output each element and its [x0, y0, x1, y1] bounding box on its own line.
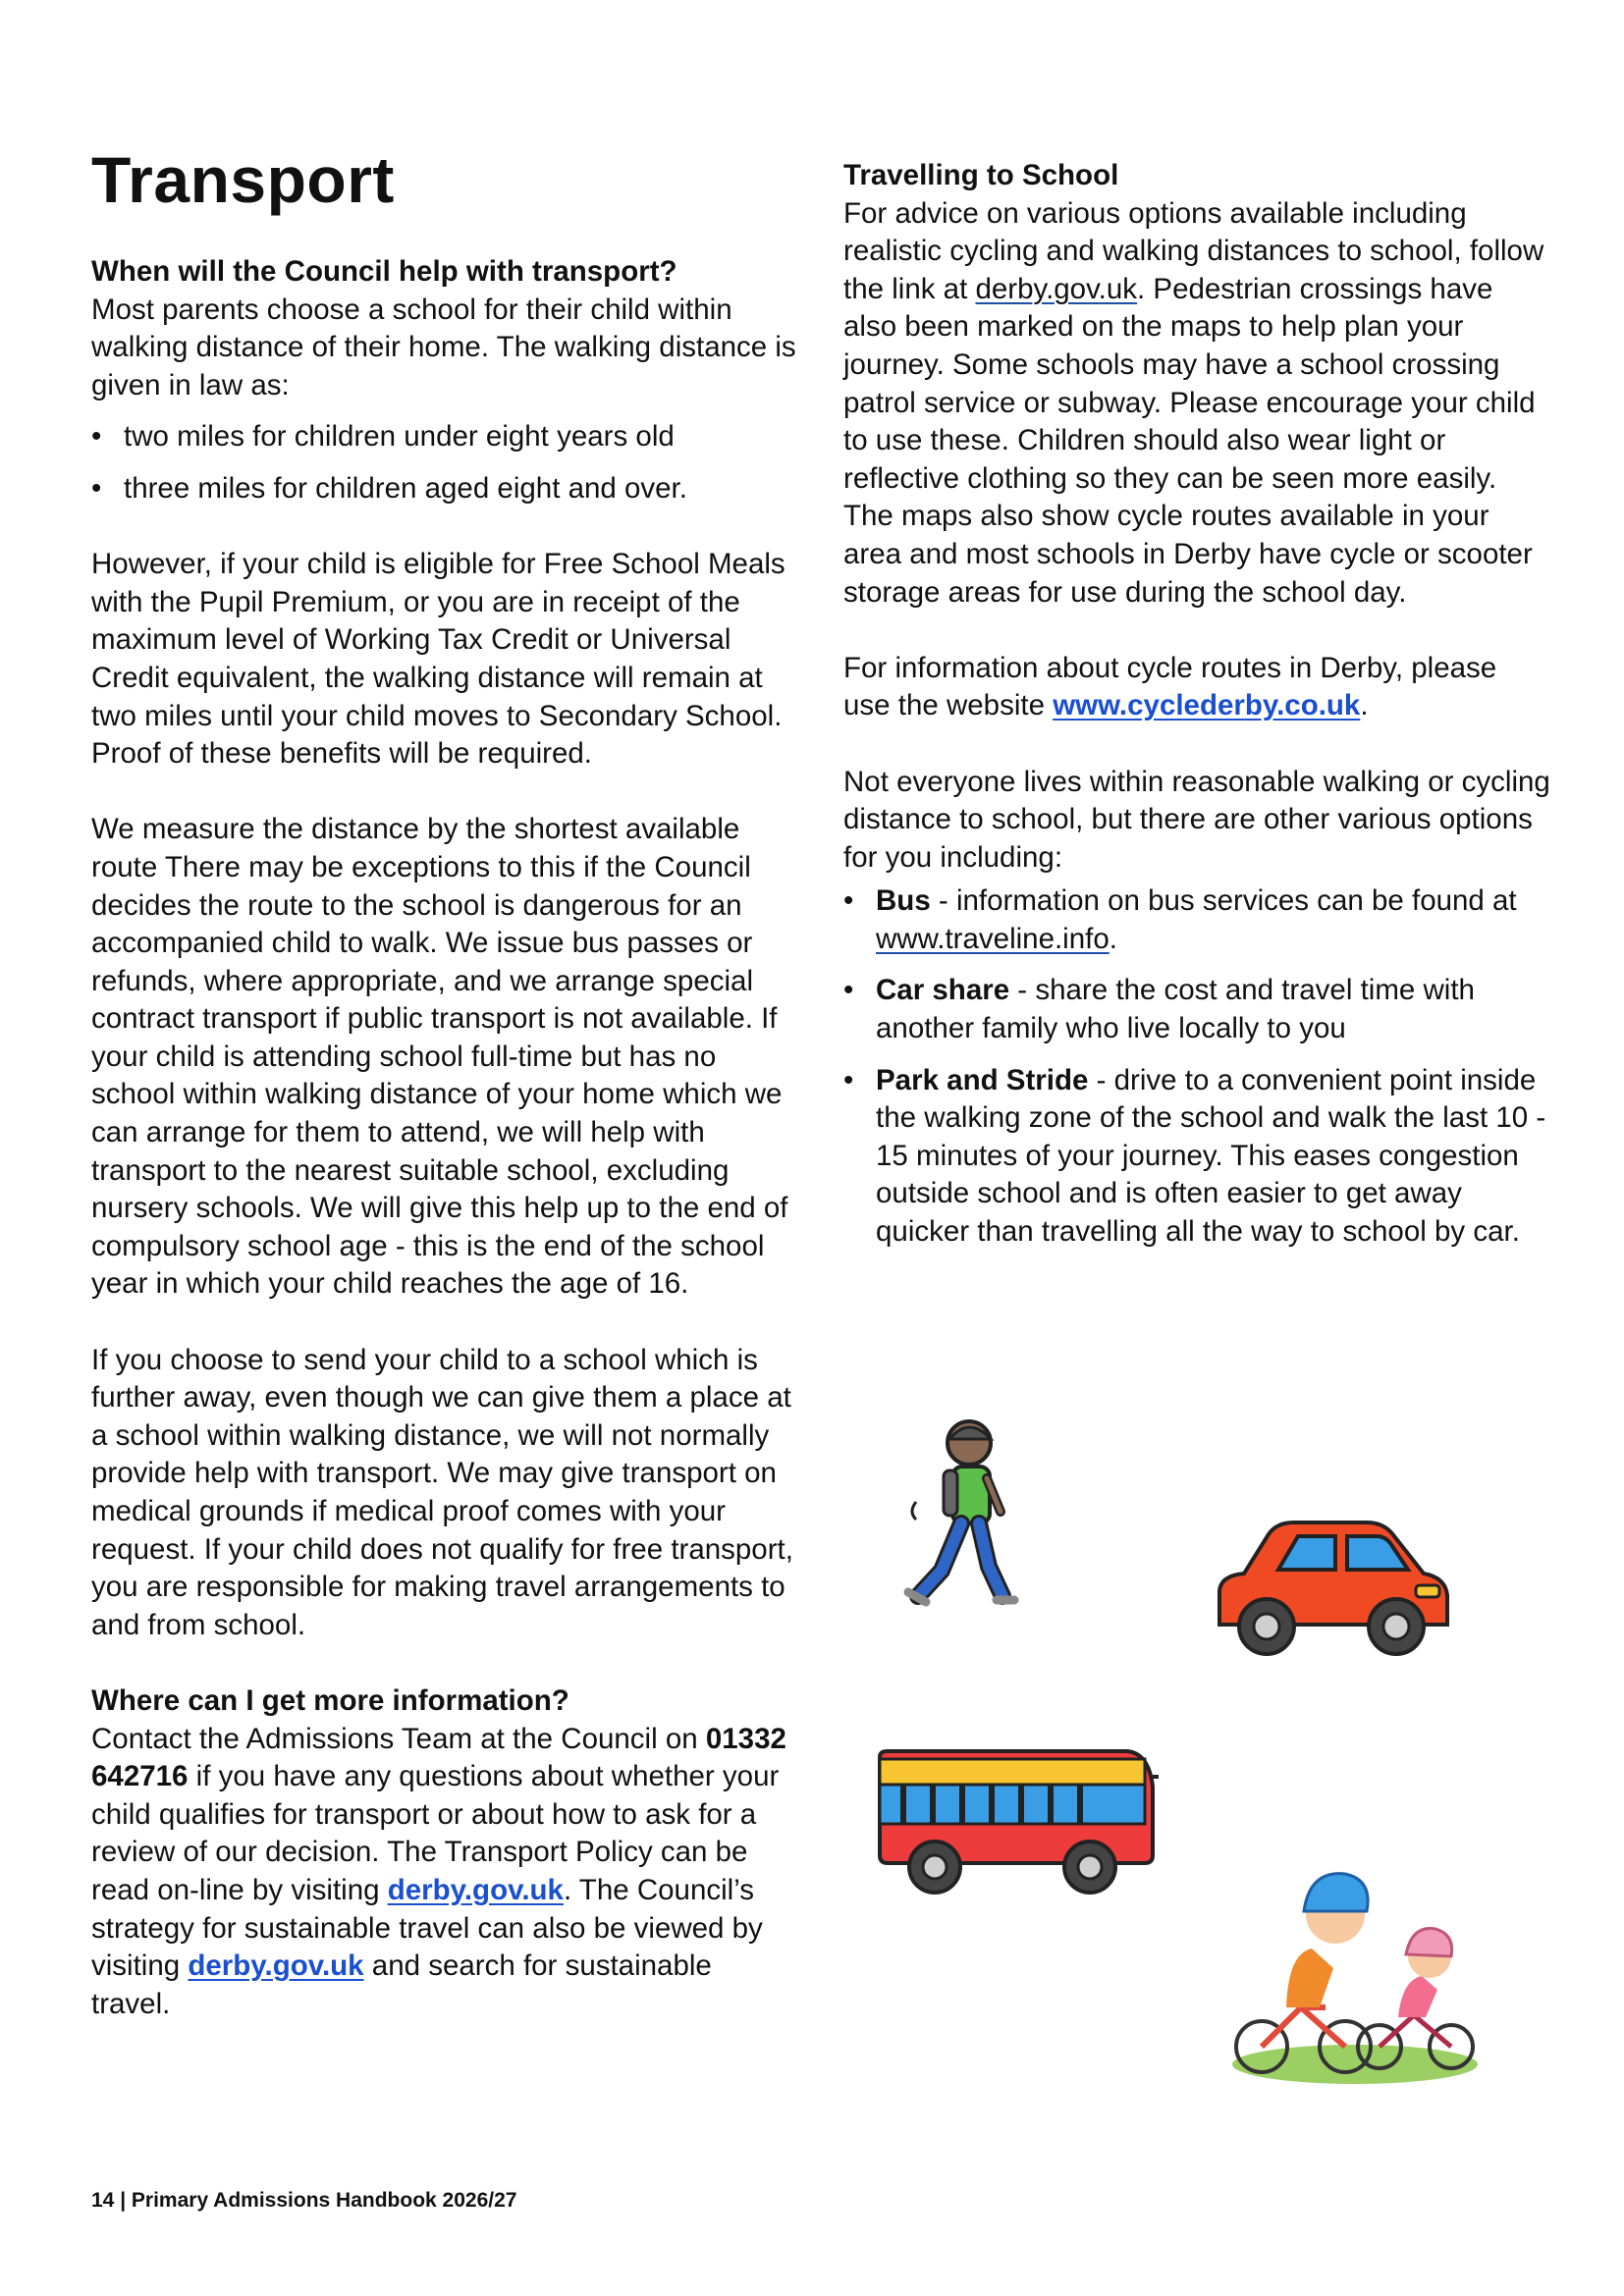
list-item-park-and-stride: • Park and Stride - drive to a convenient point inside the walking zone of the school and walk the last 10 - 15 minutes of your journey. This eases congestion outside school and is often easier to get away quicker than travelling all the way to school by car. [843, 1062, 1550, 1252]
other-options-paragraph: Not everyone lives within reasonable walking or cycling distance to school, but there are other various options for you including: [843, 765, 1550, 874]
children-cycling-illustration [1218, 1860, 1483, 2096]
travel-advice-paragraph: For advice on various options available including realistic cycling and walking distances to school, follow the link at derby.gov.uk. Pedestrian crossings have also been marked on the maps to help plan your journey. Some schools may have a school crossing patrol service or subway. Please encourage your child to use these. Children should also wear light or reflective clothing so they can be seen more easily. The maps also show cycle routes available in your area and most schools in Derby have cycle or scooter storage areas for use during the school day. [843, 196, 1544, 609]
left-column [91, 143, 798, 2023]
travel-options-list [843, 882, 1550, 1251]
walking-child-illustration [898, 1414, 1026, 1610]
right-column [843, 157, 1550, 1265]
walking-distance-list [91, 418, 798, 507]
derby-gov-link-3[interactable]: derby.gov.uk [975, 272, 1137, 305]
derby-gov-link-1[interactable]: derby.gov.uk [387, 1873, 564, 1906]
further-school-paragraph: If you choose to send your child to a school which is further away, even though we can give them a place at a school within walking distance, we will not normally provide help with transport. We may give transport on medical grounds if medical proof comes with your request. If your child does not qualify for free transport, you are responsible for making travel arrangements to and from school. [91, 1343, 793, 1641]
walking-distance-intro: Most parents choose a school for their child within walking distance of their home. The walking distance is given in law as: [91, 293, 796, 401]
heading-more-info: Where can I get more information? [91, 1683, 569, 1717]
list-item-bus: • Bus - information on bus services can be found at www.traveline.info. [843, 882, 1550, 958]
phone-number: 01332 642716 [91, 1722, 786, 1793]
contact-paragraph: Contact the Admissions Team at the Council on 01332 642716 if you have any questions about whether your child qualifies for transport or about how to ask for a review of our decision. The Transport Policy can be read on-line by visiting derby.gov.uk. The Council’s strategy for sustainable travel can also be viewed by visiting derby.gov.uk and search for sustainable travel. [91, 1722, 786, 2020]
page-title: Transport [91, 143, 395, 216]
list-item-car-share: • Car share - share the cost and travel time with another family who live locally to you [843, 972, 1550, 1047]
page-footer: 14 | Primary Admissions Handbook 2026/27 [91, 2189, 517, 2212]
list-item: • two miles for children under eight years old [91, 418, 798, 456]
free-school-meals-paragraph: However, if your child is eligible for Free School Meals with the Pupil Premium, or you are in receipt of the maximum level of Working Tax Credit or Universal Credit equivalent, the walking distance will remain at two miles until your child moves to Secondary School. Proof of these benefits will be required. [91, 548, 785, 771]
cyclederby-link[interactable]: www.cyclederby.co.uk [1053, 689, 1361, 722]
bus-illustration [874, 1747, 1159, 1904]
traveline-link[interactable]: www.traveline.info [876, 922, 1110, 955]
derby-gov-link-2[interactable]: derby.gov.uk [188, 1949, 364, 1983]
car-illustration [1200, 1517, 1455, 1664]
list-item: • three miles for children aged eight and over. [91, 470, 798, 508]
heading-travelling-to-school: Travelling to School [843, 159, 1119, 191]
cycle-routes-paragraph: For information about cycle routes in Derby, please use the website www.cyclederby.co.uk. [843, 651, 1497, 722]
distance-measure-paragraph: We measure the distance by the shortest available route There may be exceptions to this if the Council decides the route to the school is dangerous for an accompanied child to walk. We issue bus passes or refunds, where appropriate, and we arrange special contract transport if public transport is not available. If your child is attending school full-time but has no school within walking distance of your home which we can arrange for them to attend, we will help with transport to the nearest suitable school, excluding nursery schools. We will give this help up to the end of compulsory school age - this is the end of the school year in which your child reaches the age of 16. [91, 813, 788, 1301]
heading-council-help: When will the Council help with transport? [91, 255, 677, 288]
